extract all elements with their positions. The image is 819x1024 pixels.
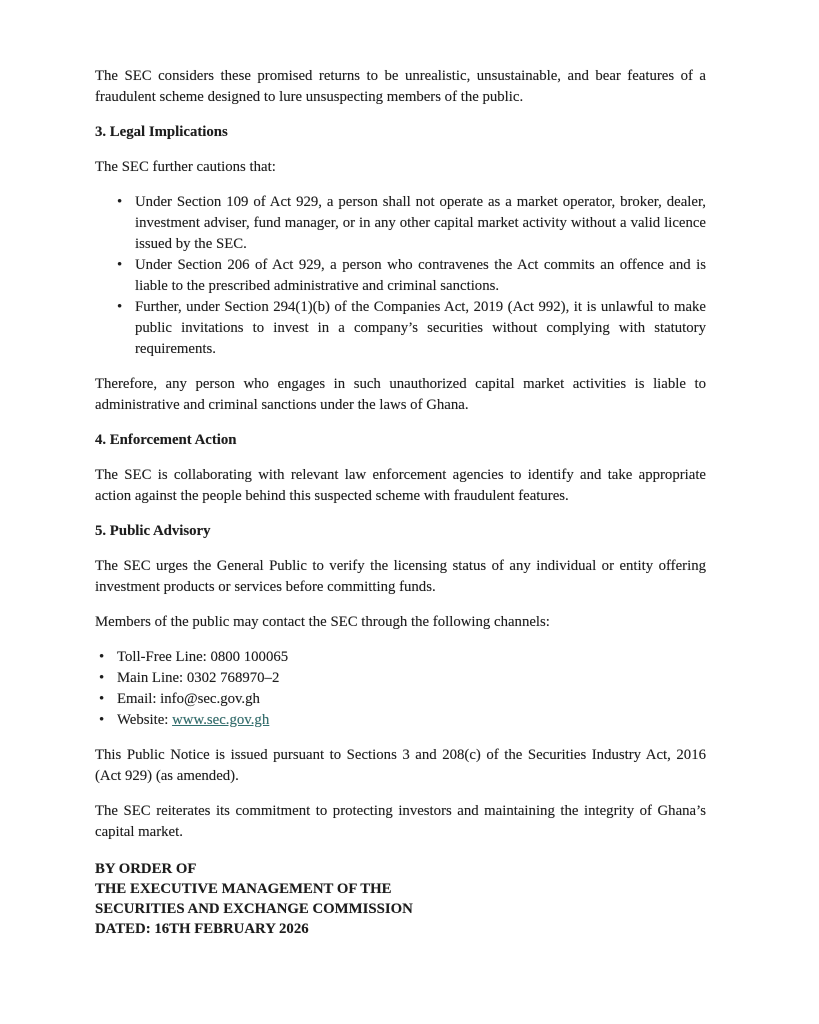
paragraph-pursuant: This Public Notice is issued pursuant to Sections 3 and 208(c) of the Securities Industry Act, 2016 (Act 929) (as amended). — [95, 747, 706, 784]
website-link[interactable]: www.sec.gov.gh — [172, 712, 270, 728]
contact-bullet-list — [95, 647, 706, 731]
paragraph-cautions-intro: The SEC further cautions that: — [95, 159, 276, 175]
paragraph-reiterates: The SEC reiterates its commitment to protecting investors and maintaining the integrity of Ghana’s capital market. — [95, 803, 706, 840]
signature-line-commission: SECURITIES AND EXCHANGE COMMISSION — [95, 901, 413, 917]
legal-bullet-item-section-206: • Under Section 206 of Act 929, a person who contravenes the Act commits an offence and is liable to the prescribed administrative and criminal sanctions. — [117, 255, 706, 297]
contact-bullet-item-email: • Email: info@sec.gov.gh — [99, 689, 706, 710]
contact-bullet-item-mainline: • Main Line: 0302 768970–2 — [99, 668, 706, 689]
legal-bullet-item-section-294: • Further, under Section 294(1)(b) of the Companies Act, 2019 (Act 992), it is unlawful to make public invitations to invest in a company’s securities without complying with statutory requirements. — [117, 297, 706, 360]
legal-bullet-item-section-109: • Under Section 109 of Act 929, a person shall not operate as a market operator, broker, dealer, investment adviser, fund manager, or in any other capital market activity without a valid licence issued by the SEC. — [117, 192, 706, 255]
signature-line-by-order: BY ORDER OF — [95, 861, 197, 877]
signature-line-dated: DATED: 16TH FEBRUARY 2026 — [95, 921, 309, 937]
paragraph-advisory: The SEC urges the General Public to verify the licensing status of any individual or entity offering investment products or services before committing funds. — [95, 558, 706, 595]
contact-bullet-item-website — [99, 710, 706, 731]
signature-line-executive-management: THE EXECUTIVE MANAGEMENT OF THE — [95, 881, 392, 897]
legal-bullet-list — [95, 192, 706, 360]
paragraph-enforcement: The SEC is collaborating with relevant law enforcement agencies to identify and take appropriate action against the people behind this suspected scheme with fraudulent features. — [95, 467, 706, 504]
contact-bullet-item-tollfree: • Toll-Free Line: 0800 100065 — [99, 647, 706, 668]
paragraph-therefore-sanctions: Therefore, any person who engages in such unauthorized capital market activities is liable to administrative and criminal sanctions under the laws of Ghana. — [95, 376, 706, 413]
website-label: Website: — [117, 712, 173, 728]
heading-enforcement-action: 4. Enforcement Action — [95, 432, 237, 448]
paragraph-contact-intro: Members of the public may contact the SEC through the following channels: — [95, 614, 550, 630]
signature-block — [95, 859, 706, 939]
heading-public-advisory: 5. Public Advisory — [95, 523, 211, 539]
heading-legal-implications: 3. Legal Implications — [95, 124, 228, 140]
paragraph-promised-returns: The SEC considers these promised returns to be unrealistic, unsustainable, and bear features of a fraudulent scheme designed to lure unsuspecting members of the public. — [95, 68, 706, 105]
